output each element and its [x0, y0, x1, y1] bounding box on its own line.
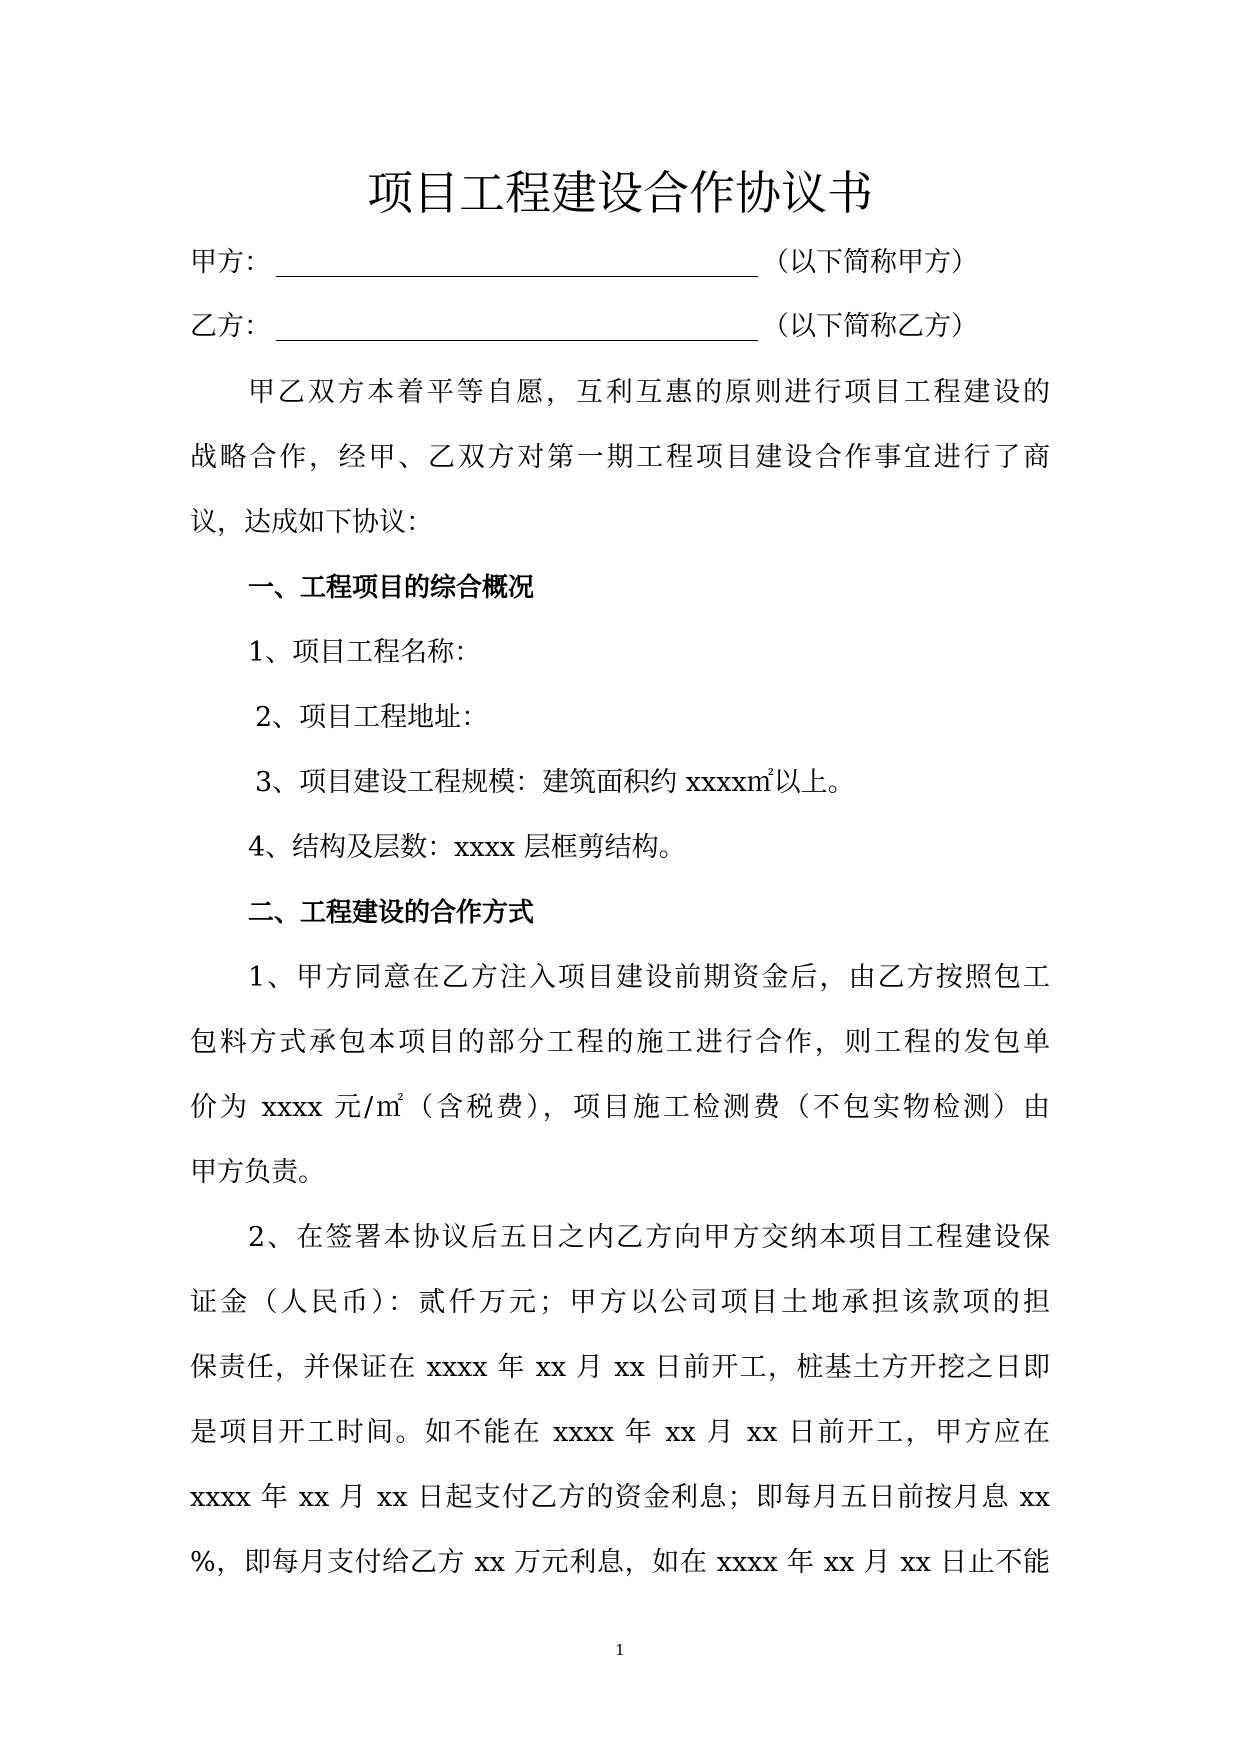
section-2-para-2-line-6: %，即每月支付给乙方 xx 万元利息，如在 xxxx 年 xx 月 xx 日止不能 — [190, 1547, 1050, 1578]
document-title: 项目工程建设合作协议书 — [367, 166, 873, 220]
party-b-blank — [276, 340, 758, 341]
party-a-note: （以下简称甲方） — [762, 247, 978, 278]
section-2-para-1-line-1: 1、甲方同意在乙方注入项目建设前期资金后，由乙方按照包工 — [248, 962, 1050, 993]
party-a-label: 甲方： — [190, 247, 271, 278]
section-2-para-1-line-2: 包料方式承包本项目的部分工程的施工进行合作，则工程的发包单 — [190, 1027, 1050, 1058]
intro-line-3: 议，达成如下协议： — [190, 507, 433, 538]
section-2-para-2-line-5: xxxx 年 xx 月 xx 日起支付乙方的资金利息；即每月五日前按月息 xx — [190, 1482, 1050, 1513]
party-b-note: （以下简称乙方） — [762, 311, 978, 342]
section-2-para-2-line-4: 是项目开工时间。如不能在 xxxx 年 xx 月 xx 日前开工，甲方应在 — [190, 1417, 1050, 1448]
section-2-para-2-line-2: 证金（人民币）：贰仟万元；甲方以公司项目土地承担该款项的担 — [190, 1287, 1050, 1318]
section-2-heading: 二、工程建设的合作方式 — [248, 898, 535, 928]
party-b-label: 乙方： — [190, 311, 271, 342]
party-a-blank — [276, 276, 758, 277]
section-2-para-2-line-1: 2、在签署本协议后五日之内乙方向甲方交纳本项目工程建设保 — [248, 1222, 1050, 1253]
section-1-heading: 一、工程项目的综合概况 — [248, 573, 535, 603]
section-1-item-2: 2、项目工程地址： — [255, 702, 489, 733]
section-2-para-2-line-3: 保责任，并保证在 xxxx 年 xx 月 xx 日前开工，桩基土方开挖之日即 — [190, 1352, 1050, 1383]
section-2-para-1-line-3: 价为 xxxx 元/㎡（含税费），项目施工检测费（不包实物检测）由 — [190, 1092, 1050, 1123]
intro-line-2: 战略合作，经甲、乙双方对第一期工程项目建设合作事宜进行了商 — [190, 442, 1050, 473]
section-1-item-1: 1、项目工程名称： — [248, 637, 482, 668]
page-number: 1 — [615, 1641, 625, 1659]
intro-line-1: 甲乙双方本着平等自愿，互利互惠的原则进行项目工程建设的 — [248, 377, 1050, 408]
section-2-para-1-line-4: 甲方负责。 — [190, 1157, 325, 1188]
section-1-item-4: 4、结构及层数：xxxx 层框剪结构。 — [248, 832, 686, 863]
section-1-item-3: 3、项目建设工程规模：建筑面积约 xxxx㎡以上。 — [255, 767, 855, 798]
